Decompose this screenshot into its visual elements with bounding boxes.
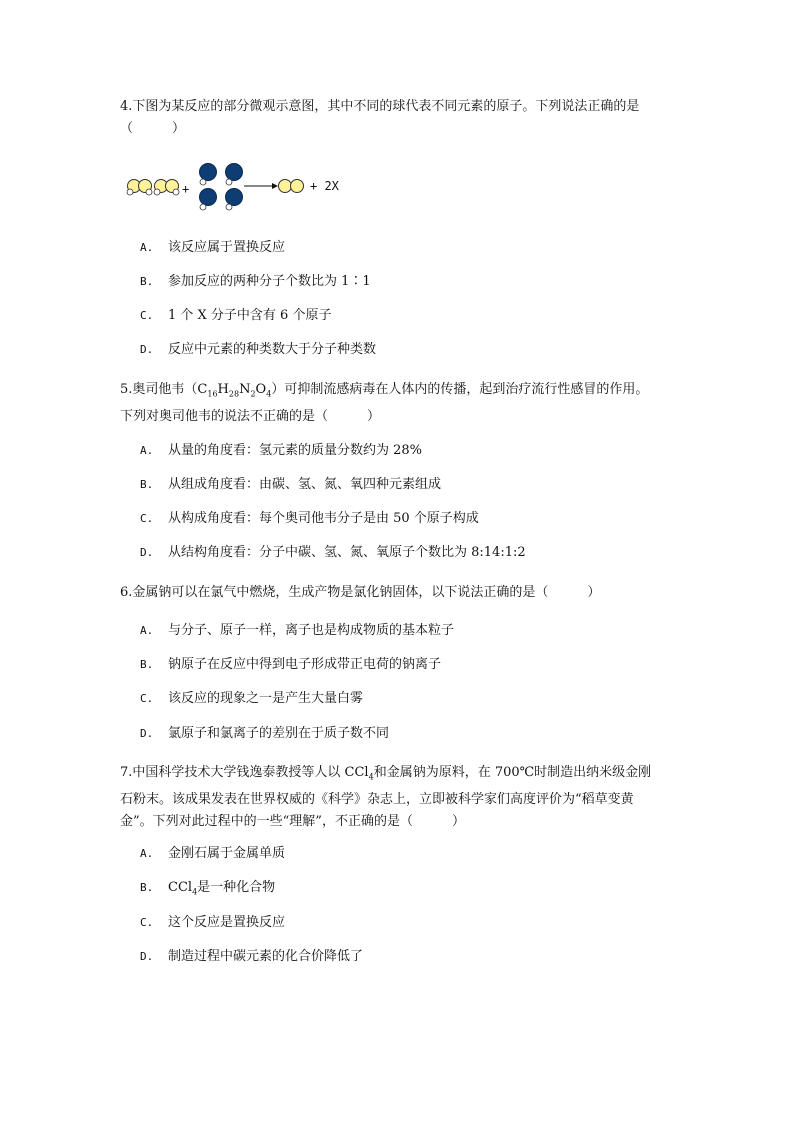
q4-option-c[interactable]: C. 1 个 X 分子中含有 6 个原子 [140, 308, 332, 323]
q6-option-d[interactable]: D. 氯原子和氯离子的差别在于质子数不同 [140, 726, 390, 741]
q5-option-a[interactable]: A. 从量的角度看：氢元素的质量分数约为 28% [140, 443, 423, 458]
question-4-stem-line1: 4.下图为某反应的部分微观示意图，其中不同的球代表不同元素的原子。下列说法正确的是 [120, 99, 640, 114]
question-6 [120, 582, 700, 604]
plus-sign-1: + [182, 182, 190, 196]
q4-option-b[interactable]: B. 参加反应的两种分子个数比为 1∶1 [140, 274, 371, 289]
question-4-stem-line2: （ ） [120, 121, 186, 136]
q7-option-b[interactable]: B. CCl$_4$是一种化合物 [140, 880, 276, 897]
question-7-stem-line3: 金”。下列对此过程中的一些“理解”，不正确的是（ ） [120, 813, 465, 829]
molecule-yellow-pair-2 [154, 180, 179, 196]
q7-option-a[interactable]: A. 金刚石属于金属单质 [140, 846, 286, 861]
question-6-stem-line1: 6.金属钠可以在氯气中燃烧，生成产物是氯化钠固体，以下说法正确的是（ ） [120, 585, 601, 600]
product-yellow-pair [279, 180, 304, 193]
q5-option-d[interactable]: D. 从结构角度看：分子中碳、氢、氮、氧原子个数比为 8:14:1:2 [140, 545, 526, 560]
reaction-arrow [244, 183, 278, 189]
q7-option-c[interactable]: C. 这个反应是置换反应 [140, 915, 286, 930]
plus-2x-label: + 2X [310, 179, 339, 193]
q4-option-a[interactable]: A. 该反应属于置换反应 [140, 240, 286, 255]
q6-option-b[interactable]: B. 钠原子在反应中得到电子形成带正电荷的钠离子 [140, 657, 442, 672]
reaction-diagram [120, 158, 380, 218]
molecule-yellow-pair-1 [127, 180, 152, 196]
question-7-stem-line1: 7.中国科学技术大学钱逸泰教授等人以 CCl$_4$和金属钠为原料，在 700℃时制造出纳米级金刚 [120, 765, 652, 782]
q6-option-c[interactable]: C. 该反应的现象之一是产生大量白雾 [140, 691, 364, 706]
molecule-blue-group [200, 164, 243, 211]
q4-option-d[interactable]: D. 反应中元素的种类数大于分子种类数 [140, 342, 377, 357]
question-7-stem-line2: 石粉末。该成果发表在世界权威的《科学》杂志上，立即被科学家们高度评价为“稻草变黄 [120, 791, 634, 807]
question-5-stem-line1: 5.奥司他韦$(C_{16}H_{28}N_2O_4)$可抑制流感病毒在人体内的传播，起到治疗流行性感冒的作用。 [120, 382, 649, 399]
q7-option-d[interactable]: D. 制造过程中碳元素的化合价降低了 [140, 949, 364, 964]
question-7 [120, 762, 700, 833]
question-5 [120, 379, 700, 428]
q6-option-a[interactable]: A. 与分子、原子一样，离子也是构成物质的基本粒子 [140, 623, 455, 638]
question-4 [120, 96, 680, 140]
q5-option-b[interactable]: B. 从组成角度看：由碳、氢、氮、氧四种元素组成 [140, 477, 442, 492]
q5-option-c[interactable]: C. 从构成角度看：每个奥司他韦分子是由 50 个原子构成 [140, 511, 479, 526]
question-5-stem-line2: 下列对奥司他韦的说法不正确的是（ ） [120, 408, 381, 424]
